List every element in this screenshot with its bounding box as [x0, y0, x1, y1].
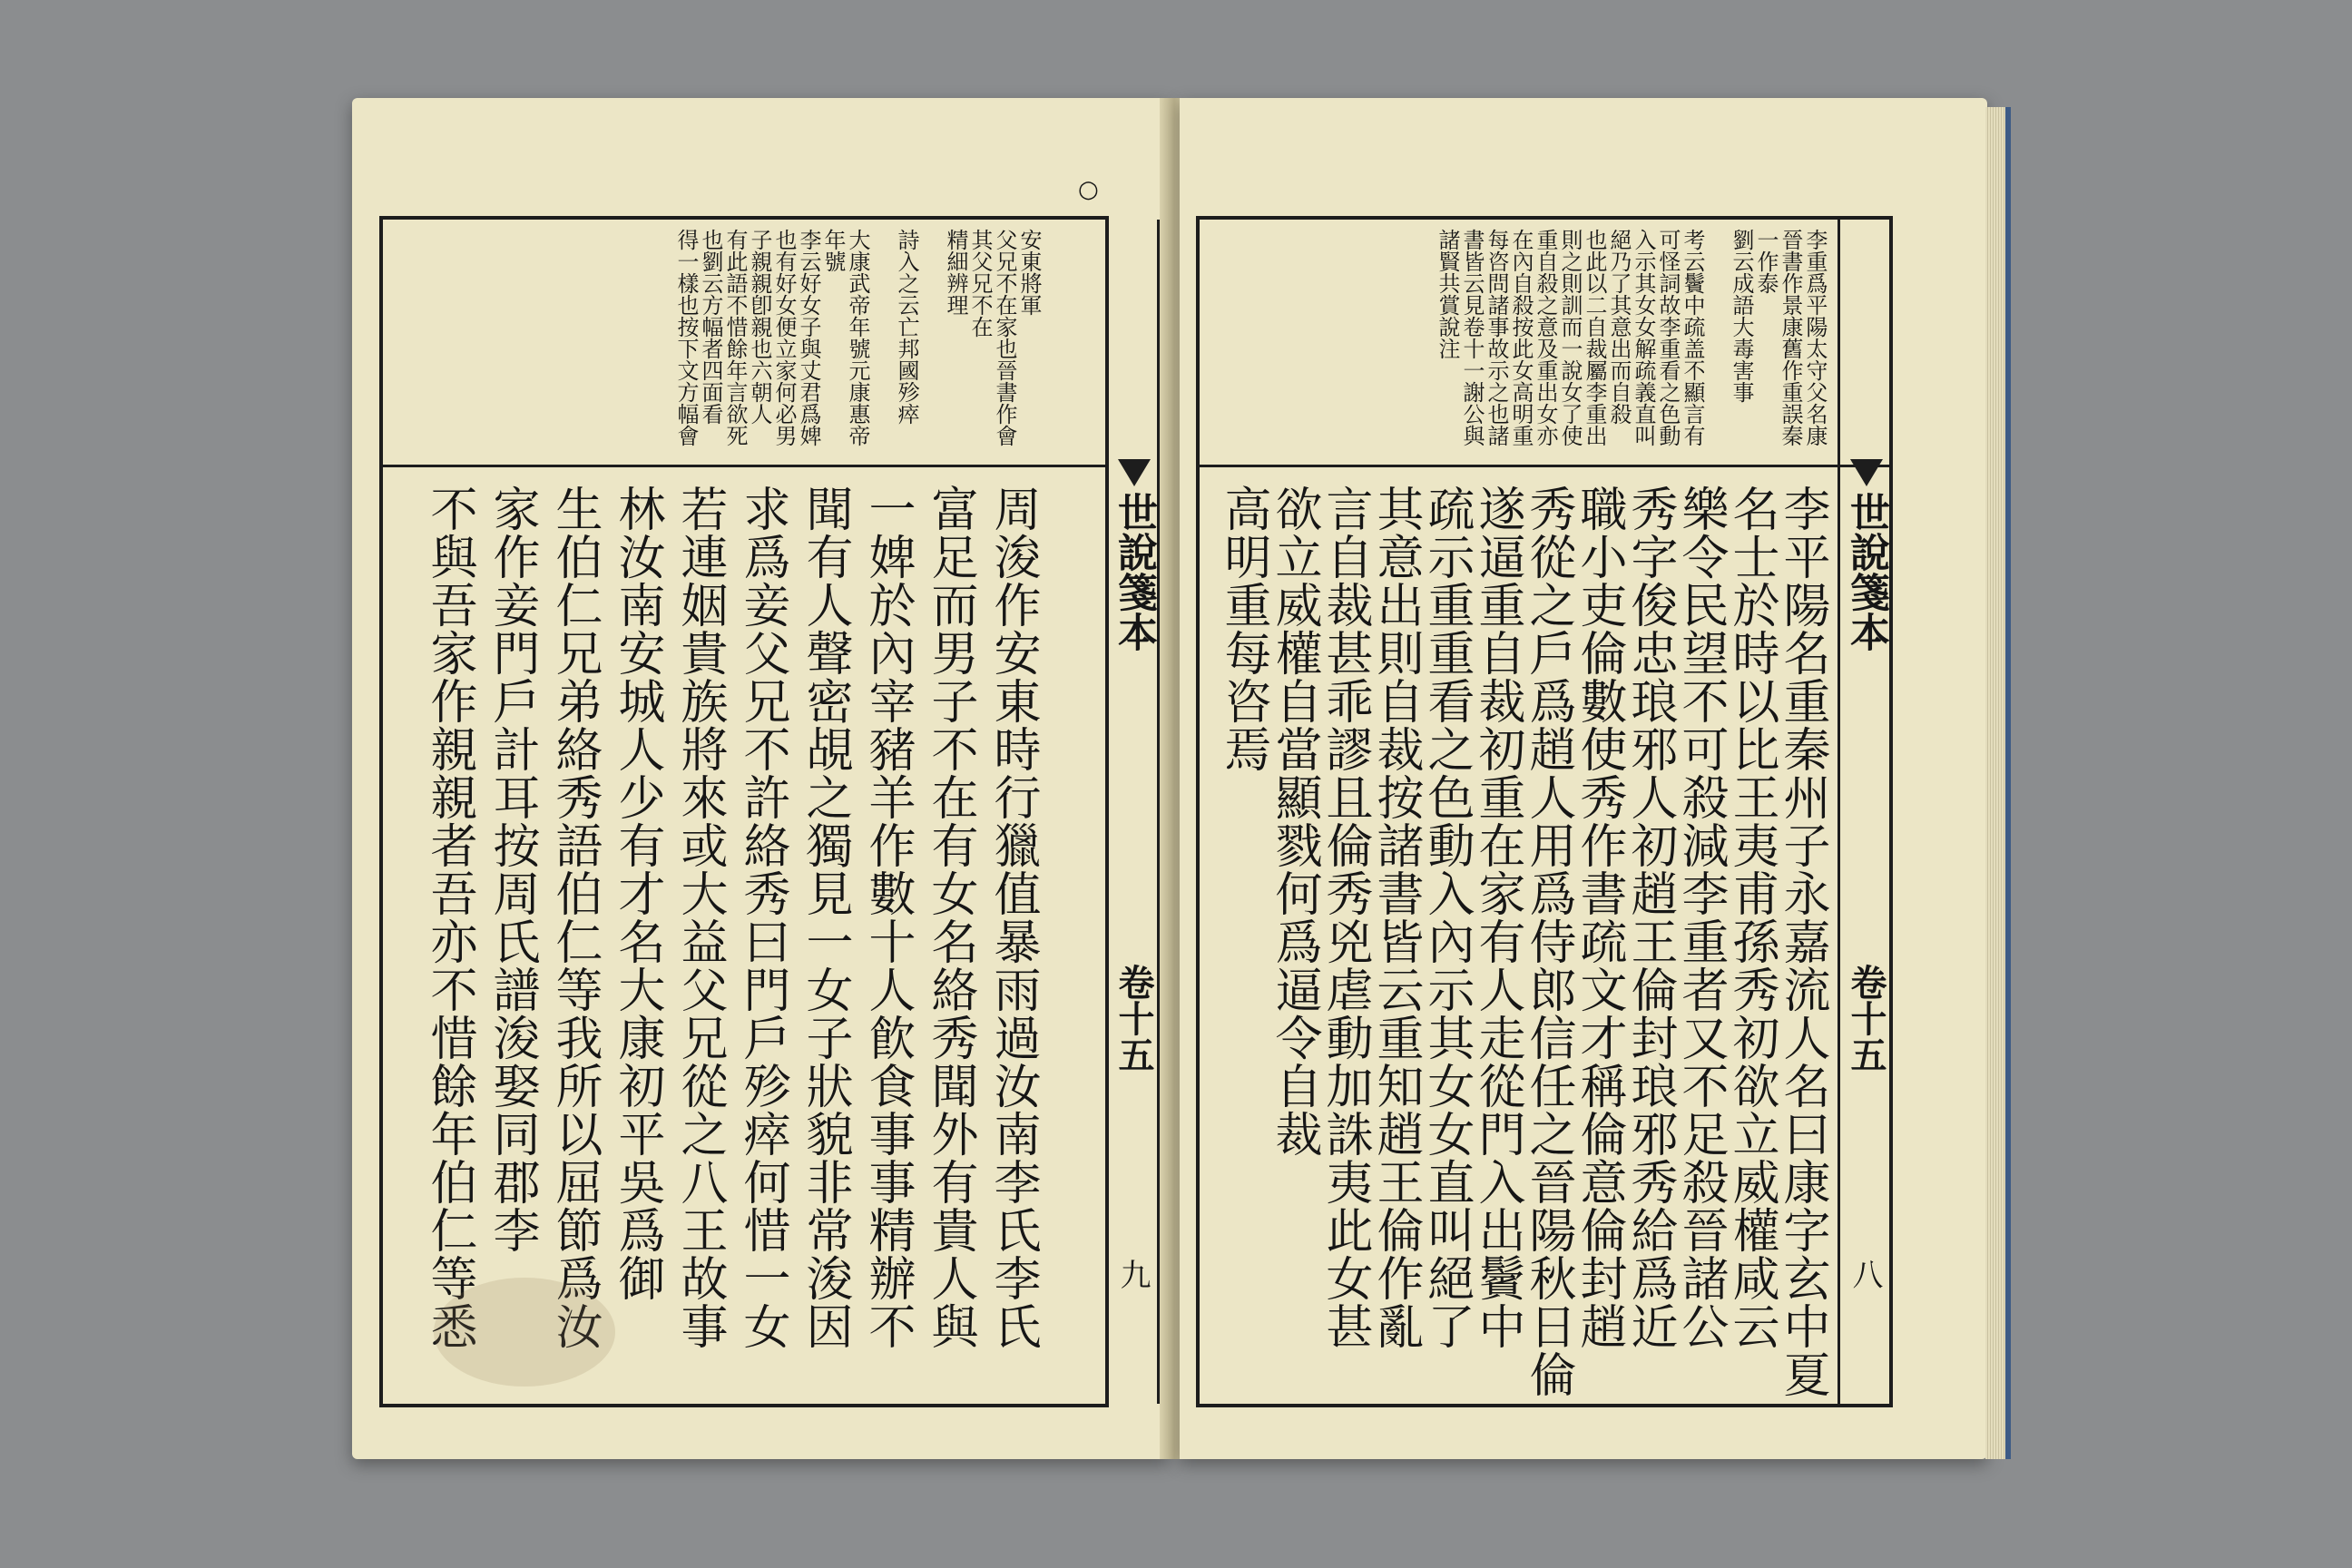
text-column: 高明重每咨焉	[1216, 485, 1270, 773]
right-page-frame	[1196, 216, 1893, 1407]
fish-tail-mark-icon	[1847, 454, 1886, 494]
left-page-frame	[379, 216, 1157, 1407]
annotation-column: 李云好女子與丈君爲婢	[796, 229, 821, 446]
page-edges	[1985, 107, 2011, 1459]
folio-number: 九	[1114, 1259, 1151, 1289]
text-column: 不與吾家作親親者吾亦不惜餘年伯仁等悉	[422, 485, 476, 1350]
annotation-column: 在內自殺按此女高明重	[1508, 229, 1534, 446]
text-column: 遂逼重自裁初重在家有人走從門入出鬢中	[1470, 485, 1524, 1350]
annotation-column: 書皆云見卷十一謝公與	[1459, 229, 1485, 446]
annotation-column: 考云鬢中疏盖不顯言有	[1680, 229, 1705, 446]
circle-mark: ○	[1078, 176, 1099, 203]
annotation-column: 大康武帝年號元康惠帝	[845, 229, 870, 446]
text-column: 周浚作安東時行獵值暴雨過汝南李氏李氏	[985, 485, 1040, 1350]
annotation-column: 也此以二自裁屬李重出	[1582, 229, 1607, 446]
annotation-column: 也劉云方幅者四面看	[698, 229, 723, 425]
text-column: 樂令民望不可殺減李重者又不足殺晉諸公	[1673, 485, 1728, 1350]
annotation-column: 安東將軍	[1016, 229, 1042, 316]
volume-number: 卷十五	[1112, 964, 1155, 1073]
volume-number: 卷十五	[1845, 964, 1887, 1073]
book-spread	[352, 98, 2005, 1468]
annotation-column: 一作泰	[1753, 229, 1779, 294]
page-stain	[434, 1278, 615, 1387]
text-column: 一婢於內宰豬羊作數十人飮食事事精辦不	[860, 485, 915, 1350]
text-column: 秀從之戶爲趙人用爲侍郎信任之晉陽秋日倫	[1521, 485, 1575, 1398]
right-center-column	[1838, 220, 1889, 1404]
annotation-column: 重自殺之意及重出女亦	[1533, 229, 1558, 446]
annotation-column: 每咨問諸事故示之也諸	[1484, 229, 1509, 446]
fish-tail-mark-icon	[1114, 454, 1154, 494]
text-column: 聞有人聲密覘之獨見一女子狀貌非常浚因	[798, 485, 852, 1350]
text-column: 求爲妾父兄不許絡秀曰門戶殄瘁何惜一女	[735, 485, 789, 1350]
annotation-column: 精細辨理	[943, 229, 968, 316]
text-column: 家作妾門戶計耳按周氏譜浚娶同郡李	[485, 485, 539, 1254]
annotation-column: 諸賢共賞說注	[1435, 229, 1460, 359]
text-column: 疏示重重看之色動入內示其女女直叫絕了	[1419, 485, 1474, 1350]
annotation-column: 劉云成語大毒害事	[1729, 229, 1754, 403]
spine-title: 世說箋本	[1111, 492, 1157, 652]
text-column: 李平陽名重秦州子永嘉流人名曰康字玄中夏	[1775, 485, 1829, 1398]
annotation-column: 有此語不惜餘年言欲死	[722, 229, 748, 446]
text-column: 秀字俊忠琅邪人初趙王倫封琅邪秀給爲近	[1622, 485, 1677, 1350]
folio-number: 八	[1847, 1259, 1883, 1289]
annotation-column: 得一樣也按下文方幅會	[673, 229, 699, 446]
text-column: 若連姻貴族將來或大益父兄從之八王故事	[672, 485, 727, 1350]
annotation-column: 父兄不在家也晉書作會	[992, 229, 1017, 446]
text-column: 生伯仁兄弟絡秀語伯仁等我所以屈節爲汝	[547, 485, 602, 1350]
annotation-column: 絕乃了其意出而自殺	[1606, 229, 1632, 425]
annotation-column: 李重爲平陽太守父名康	[1802, 229, 1828, 446]
annotation-column: 詩入之云亡邦國殄瘁	[894, 229, 919, 425]
annotation-column: 子親親卽親也六朝人	[747, 229, 772, 425]
text-column: 職小吏倫數使秀作書疏文才稱倫意倫封趙	[1572, 485, 1626, 1350]
right-header-divider	[1200, 465, 1889, 467]
text-column: 欲立威權自當顯戮何爲逼令自裁	[1267, 485, 1321, 1158]
text-column: 富足而男子不在有女名絡秀聞外有貴人與	[923, 485, 977, 1350]
left-page	[352, 98, 1169, 1459]
text-column: 其意出則自裁按諸書皆云重知趙王倫作亂	[1368, 485, 1423, 1350]
left-center-column	[1105, 220, 1160, 1404]
annotation-column: 晉書作景康舊作重誤秦	[1778, 229, 1803, 446]
right-page	[1180, 98, 1987, 1459]
annotation-column: 其父兄不在	[967, 229, 993, 338]
annotation-column: 也有好女便立家何必男	[771, 229, 797, 446]
spine-title: 世說箋本	[1843, 492, 1889, 652]
annotation-column: 則之則訓而一說女了使	[1557, 229, 1583, 446]
annotation-column: 年號	[820, 229, 846, 272]
text-column: 言自裁甚乖謬且倫秀兇虐動加誅夷此女甚	[1318, 485, 1372, 1350]
text-column: 名士於時以比王夷甫孫秀初欲立威權咸云	[1724, 485, 1779, 1350]
left-header-divider	[383, 465, 1105, 467]
text-column: 林汝南安城人少有才名大康初平吳爲御	[610, 485, 664, 1302]
annotation-column: 可怪詞故李重看之色動	[1655, 229, 1681, 446]
annotation-column: 入示其女女解疏義直叫	[1631, 229, 1656, 446]
